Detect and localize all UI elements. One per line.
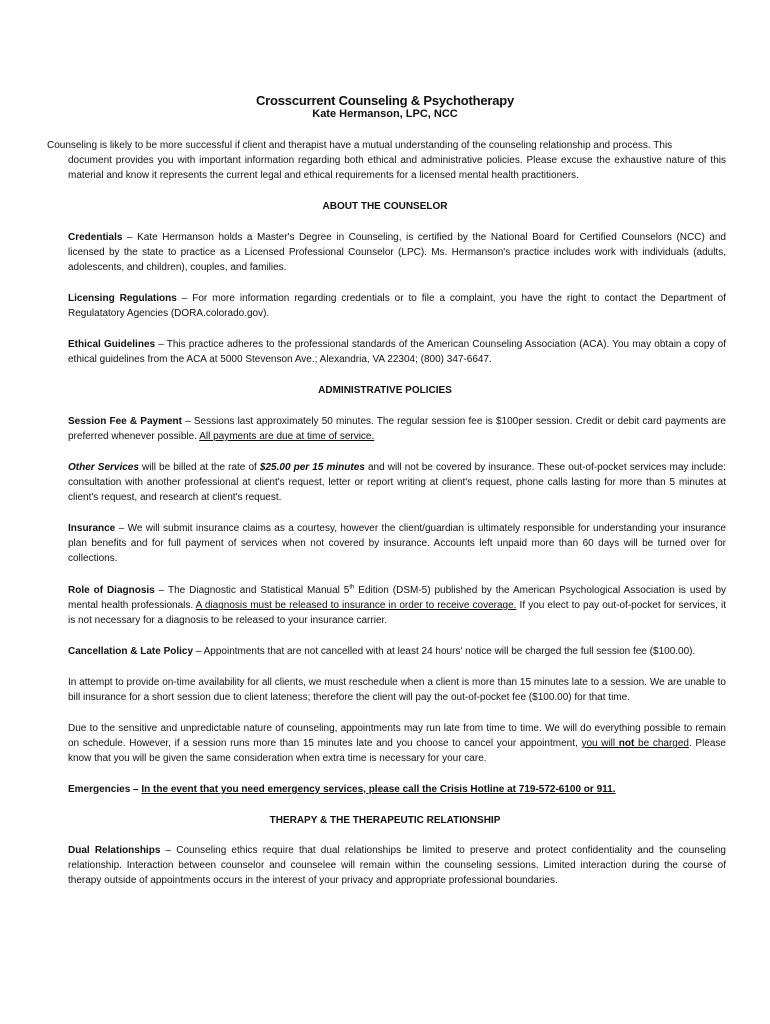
dual-relationships-text: – Counseling ethics require that dual relationships be limited to preserve and protect confidentiality and the counseling relationship. Interaction between counselor and counselee will remain within the counseling sessions. Limited interaction during the course of therapy outside of appointments occurs in the interest of your privacy and appropriate professional boundaries. — [68, 845, 726, 886]
not-charged-part-2: be charged — [634, 738, 689, 749]
diagnosis-text-2: Edition (DSM-5) published by the American Psychological Association is used by mental health professionals. — [68, 585, 726, 611]
sensitive-text-2: . Please know that you will be given the same consideration when extra time is necessary for your care. — [68, 738, 726, 764]
not-charged-note — [581, 738, 689, 749]
late-arrival-paragraph: In attempt to provide on-time availability for all clients, we must reschedule when a client is more than 15 minutes late to a session. We are unable to bill insurance for a short session due to client lateness; therefore the client will pay the out-of-pocket fee ($100.00) for that time. — [68, 677, 726, 703]
payment-due-note: All payments are due at time of service. — [199, 431, 375, 442]
cancellation-label: Cancellation & Late Policy — [68, 646, 194, 657]
section-heading-about: ABOUT THE COUNSELOR — [322, 201, 448, 212]
diagnosis-superscript: th — [349, 584, 355, 591]
other-services-rate: $25.00 per 15 minutes — [259, 462, 365, 473]
document-subtitle: Kate Hermanson, LPC, NCC — [312, 108, 458, 120]
diagnosis-label: Role of Diagnosis — [68, 585, 155, 596]
insurance-text: – We will submit insurance claims as a courtesy, however the client/guardian is ultimately responsible for understanding your insurance plan benefits and for full payment of services when not covered by insurance. Accounts left unpaid more than 60 days will be turned over for collections. — [68, 523, 726, 564]
licensing-text: – For more information regarding credentials or to file a complaint, you have the right to contact the Department of Regulatatory Agencies (DORA.colorado.gov). — [68, 293, 726, 319]
intro-line-1: Counseling is likely to be more successful if client and therapist have a mutual understanding of the counseling relationship and process. This — [47, 140, 673, 151]
dual-relationships-label: Dual Relationships — [68, 845, 161, 856]
other-services-label: Other Services — [68, 462, 139, 473]
session-fee-label: Session Fee & Payment — [68, 416, 182, 427]
cancellation-paragraph — [68, 644, 726, 659]
other-services-text-1: will be billed at the rate of — [138, 462, 260, 473]
session-fee-paragraph — [68, 414, 726, 444]
insurance-paragraph — [68, 521, 726, 566]
section-heading-therapy: THERAPY & THE THERAPEUTIC RELATIONSHIP — [269, 815, 501, 826]
intro-continuation: document provides you with important information regarding both ethical and administrative policies. Please excuse the exhaustive nature of this material and know it represents the current legal and ethical requirements for a licensed mental health practitioners. — [68, 155, 726, 181]
crisis-hotline-note: In the event that you need emergency services, please call the Crisis Hotline at 719-572-6100 or 911. — [141, 784, 616, 795]
cancellation-text: – Appointments that are not cancelled with at least 24 hours' notice will be charged the full session fee ($100.00). — [193, 646, 696, 657]
session-fee-text: – Sessions last approximately 50 minutes. The regular session fee is $100per session. Credit or debit card payments are preferred whenever possible. — [68, 416, 726, 442]
section-heading-admin: ADMINISTRATIVE POLICIES — [318, 385, 452, 396]
credentials-label: Credentials — [68, 232, 123, 243]
diagnosis-release-note: A diagnosis must be released to insurance in order to receive coverage. — [195, 600, 517, 611]
sensitive-text-1: Due to the sensitive and unpredictable nature of counseling, appointments may run late from time to time. We will do everything possible to remain on schedule. However, if a session runs more than 15 minutes late and you choose to cancel your appointment, — [68, 723, 726, 749]
ethical-label: Ethical Guidelines — [68, 339, 156, 350]
ethical-text: – This practice adheres to the professional standards of the American Counseling Association (ACA). You may obtain a copy of ethical guidelines from the ACA at 5000 Stevenson Ave.; Alexandria, VA 22304; (800) 347-6647. — [68, 339, 726, 365]
emergencies-label: Emergencies — [68, 784, 131, 795]
ethical-paragraph — [68, 337, 726, 367]
other-services-paragraph — [68, 460, 726, 505]
intro-paragraph — [47, 138, 726, 183]
document-title: Crosscurrent Counseling & Psychotherapy — [255, 93, 515, 108]
other-services-text-2: and will not be covered by insurance. These out-of-pocket services may include: consultation with another professional at client's request, letter or report writing at client's request, phone calls lasting for more than 5 minutes at client's request, and research at client's request. — [68, 462, 726, 503]
emergencies-paragraph — [68, 782, 726, 797]
licensing-paragraph — [68, 291, 726, 321]
diagnosis-paragraph — [68, 583, 726, 628]
credentials-paragraph — [68, 230, 726, 275]
diagnosis-text-1: – The Diagnostic and Statistical Manual 5 — [154, 585, 350, 596]
diagnosis-text-3: If you elect to pay out-of-pocket for services, it is not necessary for a diagnosis to be released to your insurance carrier. — [68, 600, 726, 626]
credentials-text: – Kate Hermanson holds a Master's Degree in Counseling, is certified by the National Board for Certified Counselors (NCC) and licensed by the state to practice as a Licensed Professional Counselor (LPC). Ms. Hermanson's practice includes work with individuals (adults, adolescents, and children), couples, and families. — [68, 232, 726, 273]
licensing-label: Licensing Regulations — [68, 293, 177, 304]
not-charged-emphasis: not — [618, 738, 635, 749]
sensitive-nature-paragraph — [68, 721, 726, 766]
dual-relationships-paragraph — [68, 843, 726, 888]
not-charged-part-1: you will — [581, 738, 619, 749]
insurance-label: Insurance — [68, 523, 116, 534]
emergencies-dash: – — [130, 784, 142, 795]
